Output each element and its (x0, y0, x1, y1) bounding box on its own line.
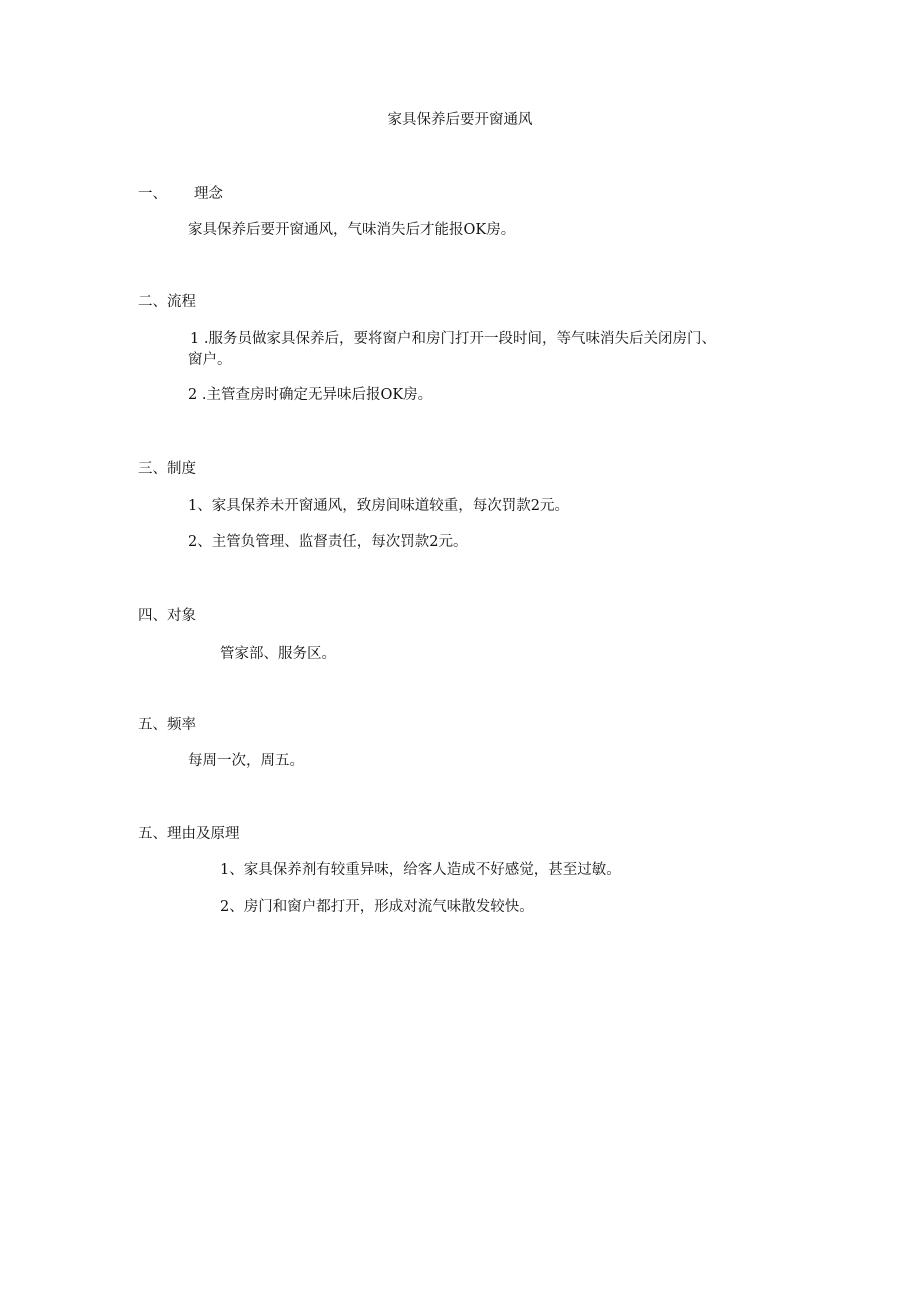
section-5-heading: 五、频率 (138, 717, 196, 733)
document-title: 家具保养后要开窗通风 (387, 112, 533, 128)
section-6-heading: 五、理由及原理 (138, 826, 240, 842)
section-3-heading: 三、制度 (138, 461, 196, 477)
section-2-item-1-cont: 窗户。 (188, 352, 232, 368)
section-2-heading: 二、流程 (138, 294, 196, 310)
section-4-text: 管家部、服务区。 (220, 646, 336, 662)
section-1-text: 家具保养后要开窗通风，气味消失后才能报OK房。 (188, 222, 516, 238)
section-3-item-1: 1、家具保养未开窗通风，致房间味道较重，每次罚款2元。 (188, 498, 569, 514)
section-4-heading: 四、对象 (138, 608, 196, 624)
section-1-number: 一、 (138, 186, 167, 202)
section-6-item-2: 2、房门和窗户都打开，形成对流气味散发较快。 (220, 899, 534, 915)
section-6-item-1: 1、家具保养剂有较重异味，给客人造成不好感觉，甚至过敏。 (220, 862, 621, 878)
section-3-item-2: 2、主管负管理、监督责任，每次罚款2元。 (188, 534, 468, 550)
section-5-text: 每周一次，周五。 (188, 753, 304, 769)
section-1-heading: 理念 (194, 186, 223, 202)
section-2-item-2: 2 .主管查房时确定无异味后报OK房。 (188, 387, 433, 403)
section-2-item-1: 1 .服务员做家具保养后，要将窗户和房门打开一段时间，等气味消失后关闭房门、 (190, 331, 716, 347)
